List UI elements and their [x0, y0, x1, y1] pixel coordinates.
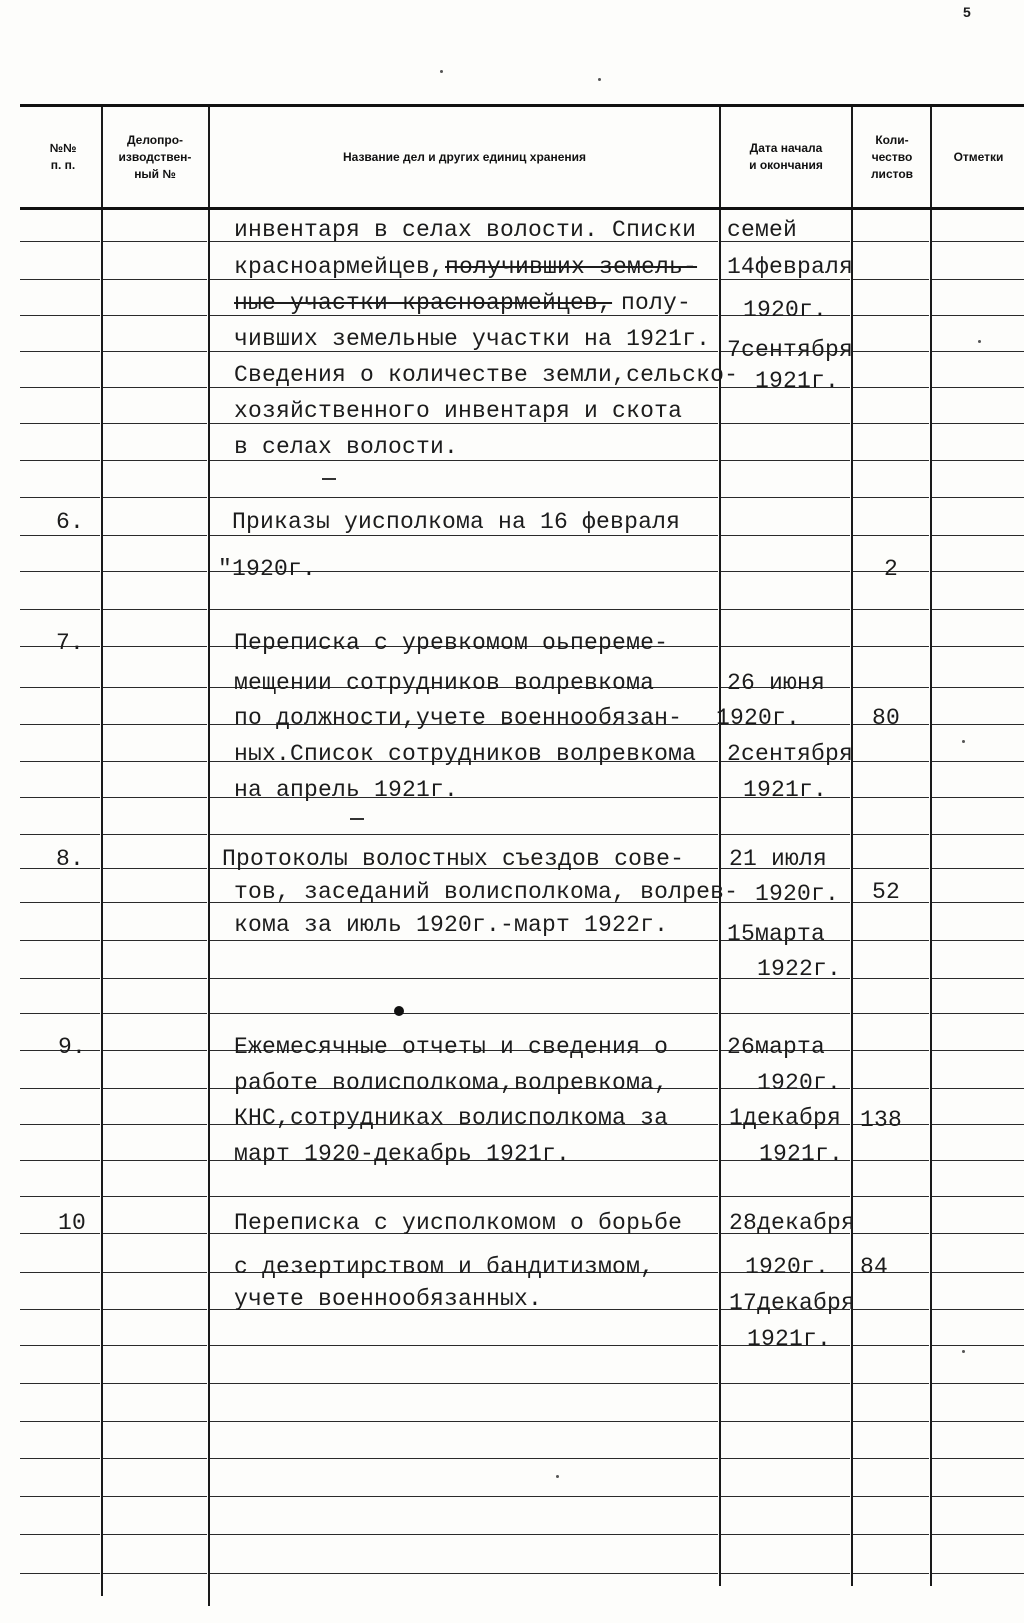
title-line: тов, заседаний волисполкома, волрев- [234, 879, 739, 905]
ruled-line [103, 1233, 207, 1234]
ruled-line [103, 646, 207, 647]
ruled-line [20, 1124, 100, 1125]
title-line: на апрель 1921г. [234, 777, 459, 803]
ruled-line [20, 940, 100, 941]
ruled-line [932, 1160, 1024, 1161]
date-line: 28декабря [729, 1210, 856, 1236]
ruled-line [103, 687, 207, 688]
title-line: март 1920-декабрь 1921г. [234, 1141, 571, 1167]
struck-title-line: ные участки красноармейцев, [234, 290, 613, 316]
title-line: по должности,учете военнообязан- [234, 705, 683, 731]
ruled-line [853, 1383, 929, 1384]
ruled-line [932, 1272, 1024, 1273]
ruled-line [932, 1233, 1024, 1234]
title-line: работе волисполкома,волревкома, [234, 1070, 669, 1096]
ruled-line [932, 571, 1024, 572]
header-top-border [20, 104, 1024, 107]
ruled-line [932, 387, 1024, 388]
ruled-line [20, 423, 100, 424]
ruled-line [721, 497, 850, 498]
ruled-line [853, 1160, 929, 1161]
ruled-line [20, 1196, 100, 1197]
struck-title-line: получивших земель- [445, 254, 698, 280]
ruled-line [20, 1534, 100, 1535]
header-col-notes: Отметки [953, 149, 1004, 164]
entry-number: 8. [56, 846, 85, 872]
ruled-line [103, 1272, 207, 1273]
ruled-line [20, 460, 100, 461]
ruled-line [20, 1458, 100, 1459]
ruled-line [721, 1573, 850, 1574]
ruled-line [20, 1383, 100, 1384]
date-line: 15марта [727, 921, 826, 947]
title-line: Переписка с уревкомом оьпереме- [234, 630, 669, 656]
ruled-line [932, 1496, 1024, 1497]
ruled-line [210, 535, 718, 536]
sheet-count: 2 [884, 556, 899, 582]
ruled-line [853, 423, 929, 424]
scan-speck [962, 1350, 965, 1353]
title-line: мещении сотрудников волревкома [234, 670, 655, 696]
ruled-line [103, 1383, 207, 1384]
ruled-line [932, 315, 1024, 316]
ruled-line [20, 978, 100, 979]
ruled-line [210, 609, 718, 610]
ruled-line [853, 1421, 929, 1422]
ruled-line [103, 609, 207, 610]
ruled-line [20, 1088, 100, 1089]
ruled-line [721, 535, 850, 536]
title-line: хозяйственного инвентаря и скота [234, 398, 683, 424]
ruled-line [932, 978, 1024, 979]
ruled-line [20, 497, 100, 498]
date-line: 7сентября [727, 337, 854, 363]
date-line: 1920г. [755, 881, 840, 907]
entry-number: 6. [56, 509, 85, 535]
ruled-line [210, 497, 718, 498]
ruled-line [20, 241, 100, 242]
title-line: Ежемесячные отчеты и сведения о [234, 1034, 669, 1060]
header-col-dates: Дата начала и окончания [749, 141, 823, 172]
ruled-line [721, 1496, 850, 1497]
column-divider [930, 106, 932, 1586]
ruled-line [853, 1345, 929, 1346]
ruled-line [103, 423, 207, 424]
title-line: учете военнообязанных. [234, 1286, 543, 1312]
ruled-line [853, 351, 929, 352]
date-line: семей [727, 217, 798, 243]
ruled-line [721, 1534, 850, 1535]
ruled-line [20, 1272, 100, 1273]
ruled-line [932, 279, 1024, 280]
title-line: Приказы уисполкома на 16 февраля [232, 509, 681, 535]
ruled-line [103, 978, 207, 979]
ruled-line [20, 724, 100, 725]
header-col-number: №№ п. п. [49, 141, 77, 172]
ruled-line [932, 1309, 1024, 1310]
ruled-line [932, 351, 1024, 352]
ruled-line [853, 315, 929, 316]
header-col-title: Название дел и других единиц хранения [342, 149, 586, 164]
title-line: инвентаря в селах волости. Списки [234, 217, 697, 243]
ruled-line [932, 1573, 1024, 1574]
ruled-line [210, 1534, 718, 1535]
ruled-line [853, 1458, 929, 1459]
ruled-line [210, 834, 718, 835]
date-line: 1921г. [755, 368, 840, 394]
ruled-line [210, 978, 718, 979]
ruled-line [932, 1458, 1024, 1459]
ruled-line [932, 460, 1024, 461]
ruled-line [932, 241, 1024, 242]
scan-speck [978, 340, 981, 343]
ruled-line [103, 571, 207, 572]
ruled-line [210, 1013, 718, 1014]
ruled-line [932, 497, 1024, 498]
ruled-line [721, 834, 850, 835]
column-divider [101, 106, 103, 1596]
ruled-line [721, 646, 850, 647]
ruled-line [103, 387, 207, 388]
sheet-count: 52 [872, 879, 901, 905]
ruled-line [20, 571, 100, 572]
ruled-line [20, 1013, 100, 1014]
ruled-line [932, 1124, 1024, 1125]
ruled-line [103, 1309, 207, 1310]
ruled-line [853, 868, 929, 869]
entry-number: 10 [58, 1210, 87, 1236]
ruled-line [853, 1013, 929, 1014]
title-line: Протоколы волостных съездов сове- [222, 846, 685, 872]
ruled-line [103, 351, 207, 352]
ruled-line [103, 1496, 207, 1497]
ruled-line [103, 497, 207, 498]
separator-dash [350, 818, 364, 820]
date-line: 1921г. [743, 777, 828, 803]
ruled-line [853, 387, 929, 388]
date-line: 21 июля [729, 846, 828, 872]
ruled-line [210, 1196, 718, 1197]
ruled-line [932, 868, 1024, 869]
ruled-line [853, 761, 929, 762]
title-line: Переписка с уисполкомом о борьбе [234, 1210, 683, 1236]
date-line: 1декабря [729, 1105, 842, 1131]
ruled-line [932, 1345, 1024, 1346]
column-divider [851, 106, 853, 1586]
ruled-line [103, 279, 207, 280]
ruled-line [721, 571, 850, 572]
date-line: 14февраля [727, 254, 854, 280]
ruled-line [210, 1421, 718, 1422]
ruled-line [721, 1013, 850, 1014]
ruled-line [853, 1309, 929, 1310]
ruled-line [932, 761, 1024, 762]
ruled-line [721, 1196, 850, 1197]
ruled-line [103, 1160, 207, 1161]
ruled-line [853, 1050, 929, 1051]
ruled-line [103, 868, 207, 869]
ruled-line [20, 609, 100, 610]
sheet-count: 80 [872, 705, 901, 731]
ruled-line [103, 761, 207, 762]
title-line: чивших земельные участки на 1921г. [234, 326, 711, 352]
date-line: 1920г. [745, 1254, 830, 1280]
date-line: 26 июня [727, 670, 826, 696]
ruled-line [103, 1196, 207, 1197]
ruled-line [853, 1534, 929, 1535]
ruled-line [853, 646, 929, 647]
ruled-line [932, 423, 1024, 424]
ruled-line [853, 797, 929, 798]
ruled-line [103, 1088, 207, 1089]
date-line: 1922г. [757, 956, 842, 982]
ruled-line [853, 609, 929, 610]
ruled-line [932, 1196, 1024, 1197]
ruled-line [932, 724, 1024, 725]
ruled-line [853, 497, 929, 498]
title-line: "1920г. [218, 556, 317, 582]
ruled-line [932, 797, 1024, 798]
ruled-line [853, 460, 929, 461]
ruled-line [103, 797, 207, 798]
ruled-line [932, 902, 1024, 903]
title-line: кома за июль 1920г.-март 1922г. [234, 912, 669, 938]
date-line: 26марта [727, 1034, 826, 1060]
ruled-line [103, 834, 207, 835]
ruled-line [103, 1050, 207, 1051]
separator-dash [322, 478, 336, 480]
ruled-line [103, 1013, 207, 1014]
ruled-line [103, 1573, 207, 1574]
ruled-line [103, 902, 207, 903]
ruled-line [932, 646, 1024, 647]
ruled-line [103, 1458, 207, 1459]
ruled-line [932, 1421, 1024, 1422]
title-line: ных.Список сотрудников волревкома [234, 741, 697, 767]
ink-blot [394, 1006, 404, 1016]
ruled-line [853, 1088, 929, 1089]
title-line: красноармейцев, [234, 254, 445, 280]
ruled-line [103, 940, 207, 941]
ruled-line [20, 1160, 100, 1161]
page-number-mark: 5 [963, 4, 971, 20]
ruled-line [103, 1124, 207, 1125]
ruled-line [20, 351, 100, 352]
ruled-line [932, 1534, 1024, 1535]
ruled-line [20, 279, 100, 280]
ruled-line [210, 1496, 718, 1497]
ruled-line [210, 940, 718, 941]
ruled-line [721, 1458, 850, 1459]
header-bottom-border [20, 207, 1024, 210]
ruled-line [103, 724, 207, 725]
scan-speck [962, 740, 965, 743]
date-line: 1920г. [757, 1070, 842, 1096]
ruled-line [20, 761, 100, 762]
ruled-line [853, 834, 929, 835]
ruled-line [103, 460, 207, 461]
ruled-line [932, 535, 1024, 536]
ruled-line [103, 1345, 207, 1346]
ruled-line [721, 423, 850, 424]
ruled-line [210, 460, 718, 461]
ruled-line [853, 279, 929, 280]
ruled-line [20, 902, 100, 903]
ruled-line [20, 1345, 100, 1346]
ruled-line [20, 1309, 100, 1310]
ruled-line [932, 609, 1024, 610]
ruled-line [932, 1050, 1024, 1051]
ruled-line [853, 241, 929, 242]
header-col-office-number: Делопро- изводствен- ный № [118, 132, 192, 181]
ruled-line [932, 1013, 1024, 1014]
date-line: 1920г. [716, 705, 801, 731]
ruled-line [721, 609, 850, 610]
title-line: в селах волости. [234, 434, 459, 460]
ruled-line [932, 1088, 1024, 1089]
ruled-line [20, 1573, 100, 1574]
entry-number: 7. [56, 630, 85, 656]
ruled-line [20, 687, 100, 688]
ruled-line [20, 834, 100, 835]
ruled-line [853, 1233, 929, 1234]
ruled-line [103, 1534, 207, 1535]
ruled-line [103, 315, 207, 316]
ruled-line [103, 241, 207, 242]
ruled-line [20, 387, 100, 388]
title-line: КНС,сотрудниках волисполкома за [234, 1105, 669, 1131]
ruled-line [853, 687, 929, 688]
date-line: 1920г. [743, 297, 828, 323]
title-line: с дезертирством и бандитизмом, [234, 1254, 655, 1280]
ruled-line [853, 978, 929, 979]
ruled-line [853, 535, 929, 536]
header-col-sheets: Коли- чество листов [870, 132, 914, 181]
ruled-line [853, 940, 929, 941]
scan-speck [556, 1475, 559, 1478]
scan-speck [440, 70, 443, 73]
ruled-line [721, 1383, 850, 1384]
ruled-line [20, 797, 100, 798]
title-line: Сведения о количестве земли,сельско- [234, 362, 739, 388]
ruled-line [210, 1345, 718, 1346]
column-divider [719, 106, 721, 1586]
ruled-line [210, 1383, 718, 1384]
ruled-line [20, 1496, 100, 1497]
ruled-line [853, 1196, 929, 1197]
date-line: 17декабря [729, 1290, 856, 1316]
ruled-line [20, 535, 100, 536]
column-divider [208, 106, 210, 1606]
ruled-line [932, 940, 1024, 941]
date-line: 1921г. [759, 1141, 844, 1167]
date-line: 1921г. [747, 1326, 832, 1352]
ruled-line [853, 1496, 929, 1497]
ruled-line [210, 1573, 718, 1574]
sheet-count: 84 [860, 1254, 889, 1280]
entry-number: 9. [58, 1034, 87, 1060]
ruled-line [210, 1458, 718, 1459]
date-line: 2сентября [727, 741, 854, 767]
title-line: полу- [621, 290, 692, 316]
ruled-line [932, 687, 1024, 688]
ruled-line [932, 1383, 1024, 1384]
scan-speck [598, 78, 601, 81]
ruled-line [20, 315, 100, 316]
sheet-count: 138 [860, 1107, 903, 1133]
ruled-line [932, 834, 1024, 835]
ruled-line [721, 1421, 850, 1422]
ruled-line [853, 1573, 929, 1574]
ruled-line [103, 535, 207, 536]
ruled-line [103, 1421, 207, 1422]
ruled-line [721, 460, 850, 461]
ruled-line [20, 1421, 100, 1422]
